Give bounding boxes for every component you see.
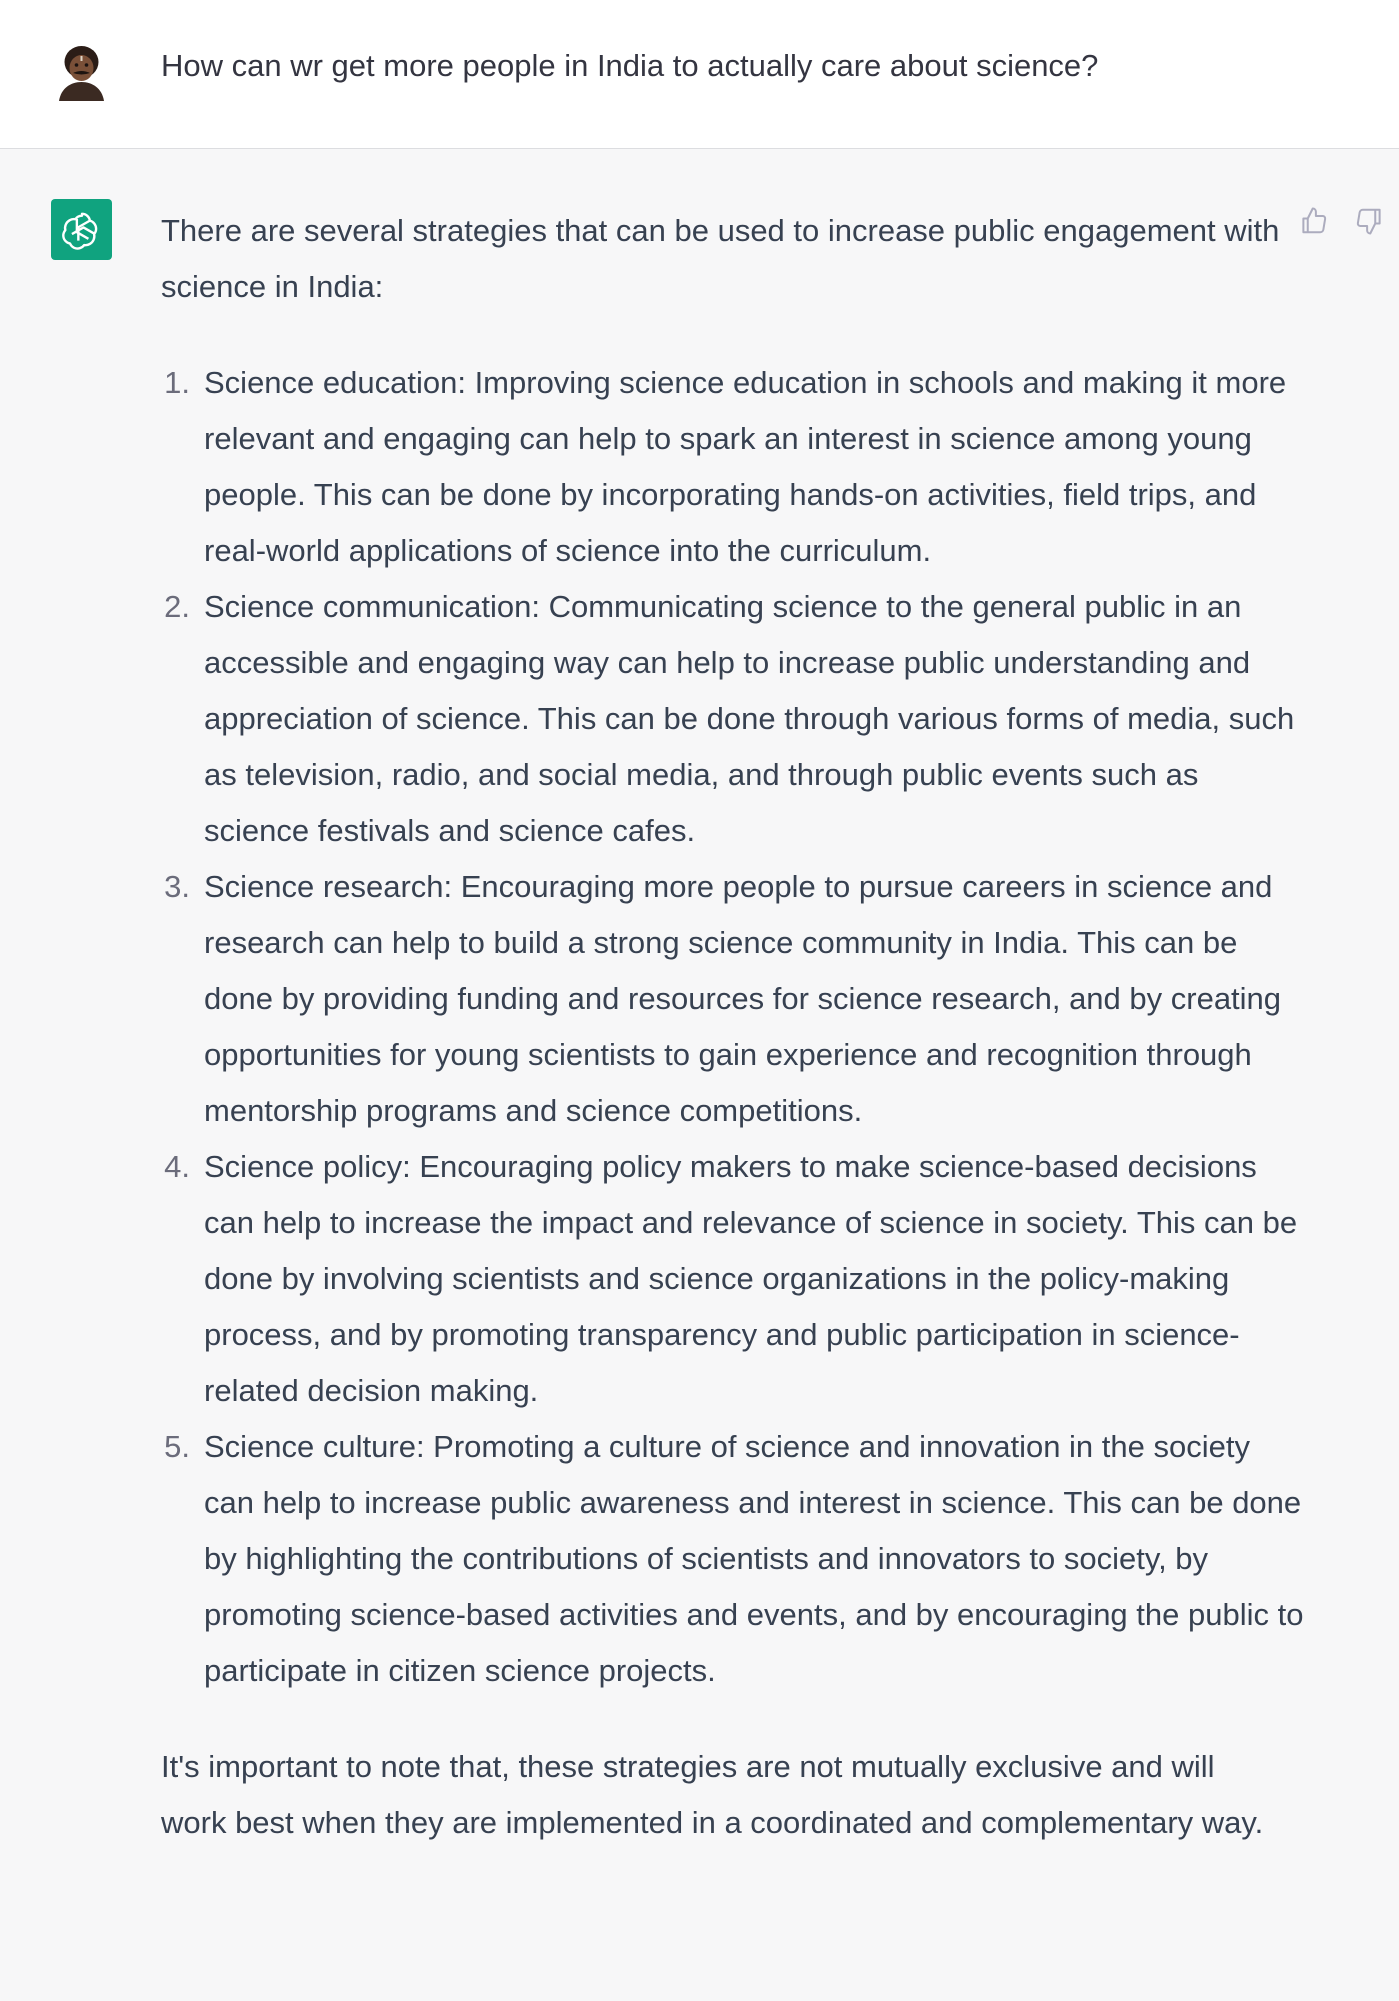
list-item: [161, 1419, 1304, 1699]
list-item-number: 5.: [164, 1429, 190, 1464]
openai-logo-icon: [60, 208, 104, 252]
assistant-message-row: [0, 149, 1399, 2001]
user-message-row: [0, 0, 1399, 149]
thumbs-up-icon: [1299, 206, 1329, 236]
list-item-text: Science communication: Communicating science to the general public in an accessible and engaging way can help to increase public understanding and appreciation of science. This can be done through various forms of media, such as television, radio, and social media, and through public events such as science festivals and science cafes.: [204, 589, 1295, 848]
thumbs-down-button[interactable]: [1352, 203, 1386, 239]
thumbs-up-button[interactable]: [1297, 203, 1331, 239]
list-item: [161, 1139, 1304, 1419]
strategy-list: [161, 355, 1304, 1699]
list-item-number: 2.: [164, 589, 190, 624]
list-item: [161, 355, 1304, 579]
assistant-avatar: [51, 199, 112, 260]
list-item-number: 4.: [164, 1149, 190, 1184]
list-item-text: Science research: Encouraging more people to pursue careers in science and research can help to build a strong science community in India. This can be done by providing funding and resources for science research, and by creating opportunities for young scientists to gain experience and recognition through mentorship programs and science competitions.: [204, 869, 1282, 1128]
user-message-text: How can wr get more people in India to actually care about science?: [161, 48, 1099, 83]
list-item-number: 1.: [164, 365, 190, 400]
list-item-text: Science policy: Encouraging policy makers to make science-based decisions can help to increase the impact and relevance of science in society. This can be done by involving scientists and science organizations in the policy-making process, and by promoting transparency and public participation in science-related decision making.: [204, 1149, 1298, 1408]
assistant-message-content: [161, 203, 1304, 1851]
user-avatar-photo-icon: [51, 40, 112, 101]
list-item: [161, 579, 1304, 859]
list-item-text: Science education: Improving science education in schools and making it more relevant and engaging can help to spark an interest in science among young people. This can be done by incorporating hands-on activities, field trips, and real-world applications of science into the curriculum.: [204, 365, 1287, 568]
user-avatar: [51, 40, 112, 101]
answer-closing: It's important to note that, these strategies are not mutually exclusive and will work best when they are implemented in a coordinated and complementary way.: [161, 1749, 1264, 1840]
answer-intro: There are several strategies that can be used to increase public engagement with science in India:: [161, 213, 1280, 304]
list-item-number: 3.: [164, 869, 190, 904]
thumbs-down-icon: [1354, 206, 1384, 236]
list-item-text: Science culture: Promoting a culture of science and innovation in the society can help to increase public awareness and interest in science. This can be done by highlighting the contributions of scientists and innovators to society, by promoting science-based activities and events, and by encouraging the public to participate in citizen science projects.: [204, 1429, 1304, 1688]
list-item: [161, 859, 1304, 1139]
